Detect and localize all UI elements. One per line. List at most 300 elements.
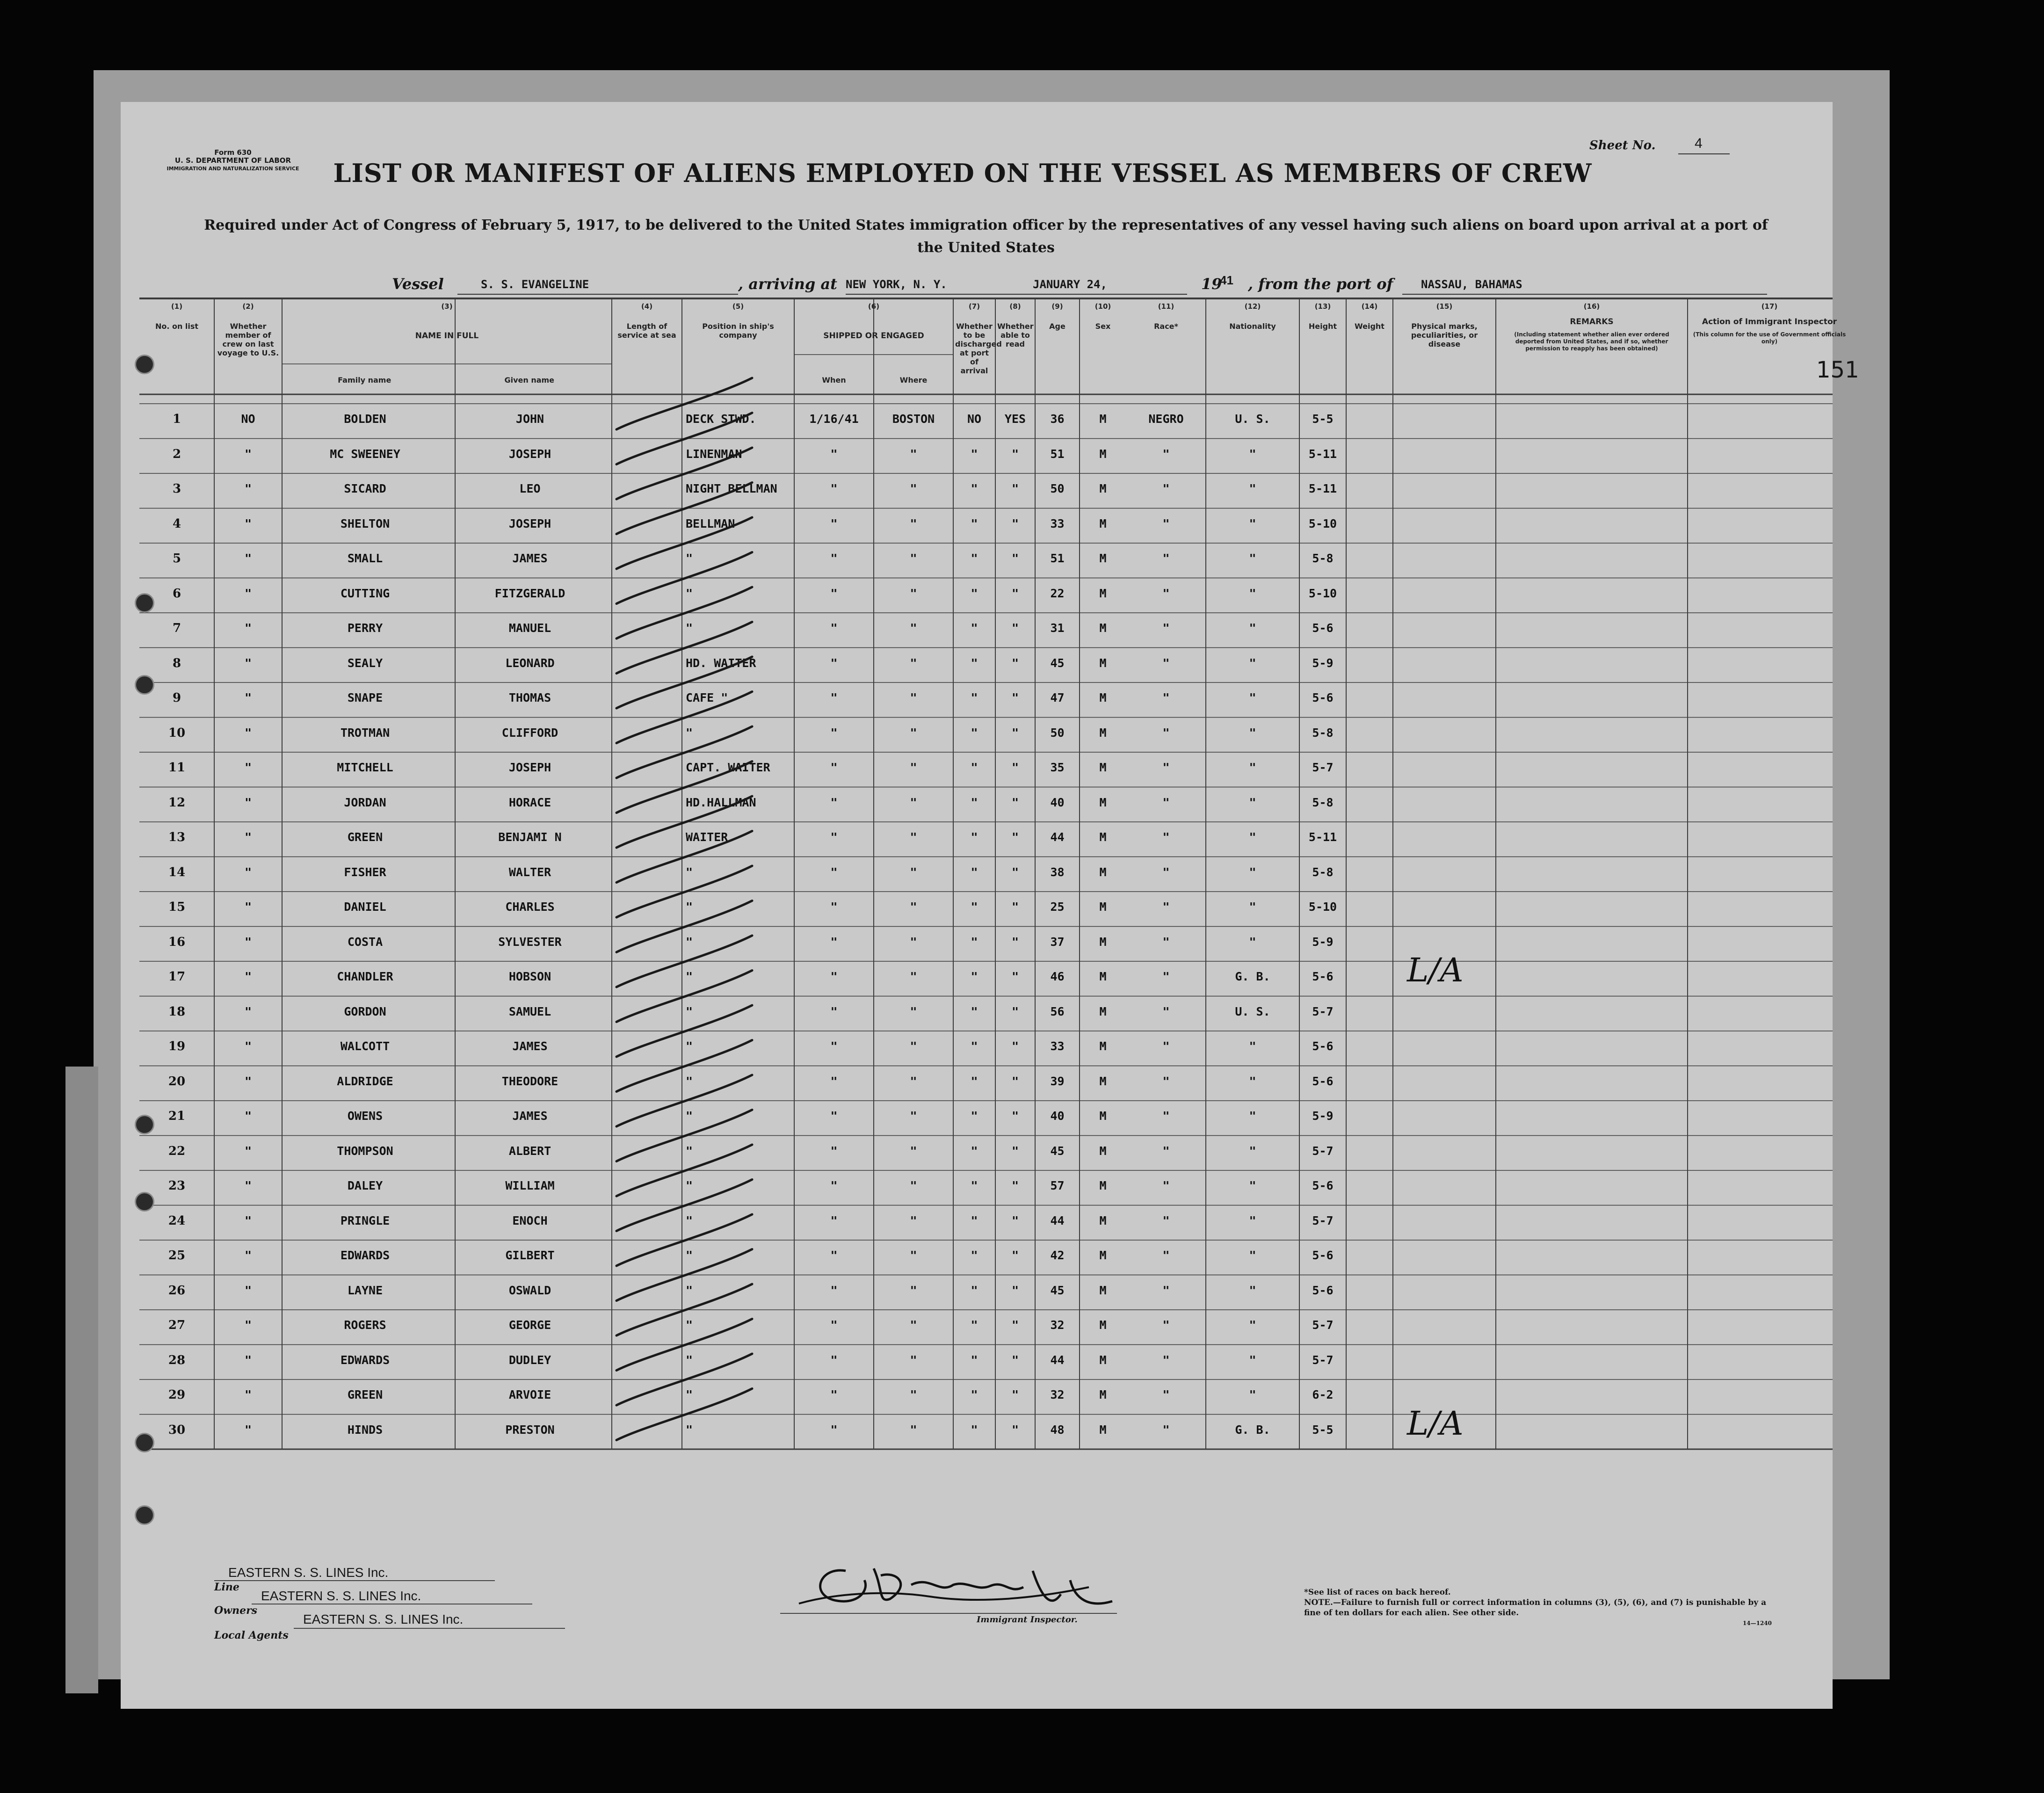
cell-last: " [244, 1249, 252, 1262]
cell-where: " [910, 865, 917, 879]
cell-no: 12 [168, 795, 186, 810]
cell-last: " [244, 1179, 252, 1192]
cell-given: OSWALD [508, 1283, 551, 1297]
cell-sex: M [1099, 1144, 1107, 1158]
cell-no: 29 [168, 1388, 186, 1402]
cell-when: " [830, 1074, 838, 1088]
cell-sex: M [1099, 1004, 1107, 1018]
cell-race: " [1162, 900, 1170, 914]
column-header: NAME IN FULL [415, 331, 479, 341]
cell-race: " [1162, 970, 1170, 983]
column-subheader: Family name [338, 376, 391, 385]
column-number: (9) [1051, 302, 1063, 311]
cell-where: " [910, 1004, 917, 1018]
cell-read: " [1011, 1074, 1019, 1088]
column-header: Action of Immigrant Inspector [1702, 317, 1837, 327]
cell-last: NO [241, 412, 255, 426]
cell-age: 46 [1050, 970, 1065, 983]
cell-position: " [686, 586, 693, 600]
cell-when: " [830, 1004, 838, 1018]
cell-when: " [830, 865, 838, 879]
cell-race: " [1162, 1353, 1170, 1367]
cell-read: " [1011, 1039, 1019, 1053]
page-title: LIST OR MANIFEST OF ALIENS EMPLOYED ON THE VESSEL AS MEMBERS OF CREW [333, 158, 1592, 188]
service-label: IMMIGRATION AND NATURALIZATION SERVICE [167, 166, 299, 172]
cell-when: " [830, 1423, 838, 1437]
cell-last: " [244, 830, 252, 844]
from-port: NASSAU, BAHAMAS [1421, 278, 1522, 291]
cell-sex: M [1099, 1039, 1107, 1053]
cell-race: " [1162, 1004, 1170, 1018]
cell-given: JAMES [512, 1039, 548, 1053]
footer-note [1304, 1587, 1772, 1628]
cell-given: HORACE [508, 795, 551, 809]
cell-last: " [244, 586, 252, 600]
cell-last: " [244, 621, 252, 635]
line-label: Line [214, 1581, 239, 1593]
cell-given: JAMES [512, 552, 548, 565]
remarks-annotation: L/A [1407, 951, 1464, 989]
cell-disch: " [971, 586, 978, 600]
cell-no: 17 [168, 970, 186, 984]
cell-when: " [830, 726, 838, 740]
cell-age: 35 [1050, 761, 1065, 774]
cell-given: FITZGERALD [494, 586, 565, 600]
cell-height: 5-11 [1308, 830, 1337, 844]
cell-no: 28 [168, 1353, 186, 1367]
cell-nat: " [1249, 795, 1256, 809]
cell-when: " [830, 1249, 838, 1262]
cell-read: " [1011, 1423, 1019, 1437]
column-subheader: Given name [504, 376, 555, 385]
cell-age: 31 [1050, 621, 1065, 635]
cell-position: " [686, 1318, 693, 1332]
cell-where: " [910, 795, 917, 809]
cell-race: " [1162, 761, 1170, 774]
cell-race: " [1162, 830, 1170, 844]
cell-position: WAITER [686, 830, 728, 844]
cell-last: " [244, 1213, 252, 1227]
cell-read: " [1011, 552, 1019, 565]
binder-hole [135, 1433, 154, 1452]
cell-family: PRINGLE [340, 1213, 390, 1227]
cell-where: " [910, 1213, 917, 1227]
cell-race: " [1162, 935, 1170, 949]
cell-height: 5-6 [1312, 1179, 1334, 1192]
cell-last: " [244, 516, 252, 530]
cell-disch: " [971, 1249, 978, 1262]
cell-nat: " [1249, 691, 1256, 704]
sheet-no-label: Sheet No. [1589, 138, 1656, 152]
cell-last: " [244, 1318, 252, 1332]
cell-when: " [830, 447, 838, 461]
cell-sex: M [1099, 795, 1107, 809]
cell-disch: " [971, 761, 978, 774]
cell-given: CHARLES [505, 900, 555, 914]
cell-sex: M [1099, 726, 1107, 740]
cell-height: 5-8 [1312, 865, 1334, 879]
cell-age: 33 [1050, 1039, 1065, 1053]
arriving-port: NEW YORK, N. Y. [846, 278, 947, 291]
cell-no: 10 [168, 726, 186, 740]
cell-disch: NO [967, 412, 982, 426]
cell-no: 30 [168, 1423, 186, 1437]
cell-last: " [244, 900, 252, 914]
cell-read: " [1011, 1283, 1019, 1297]
cell-when: " [830, 1388, 838, 1401]
cell-height: 5-8 [1312, 795, 1334, 809]
column-number: (15) [1436, 302, 1453, 311]
cell-race: " [1162, 586, 1170, 600]
cell-read: " [1011, 656, 1019, 670]
cell-race: " [1162, 1179, 1170, 1192]
cell-disch: " [971, 482, 978, 495]
cell-sex: M [1099, 621, 1107, 635]
cell-when: " [830, 1283, 838, 1297]
cell-race: " [1162, 691, 1170, 704]
cell-when: " [830, 1318, 838, 1332]
cell-no: 16 [168, 935, 186, 949]
cell-sex: M [1099, 1179, 1107, 1192]
cell-where: " [910, 1109, 917, 1123]
cell-no: 4 [172, 516, 181, 531]
cell-race: " [1162, 1074, 1170, 1088]
cell-age: 32 [1050, 1318, 1065, 1332]
cell-no: 20 [168, 1074, 186, 1089]
cell-read: " [1011, 482, 1019, 495]
cell-no: 18 [168, 1004, 186, 1019]
cell-read: " [1011, 900, 1019, 914]
cell-nat: " [1249, 830, 1256, 844]
cell-where: " [910, 970, 917, 983]
cell-sex: M [1099, 1388, 1107, 1401]
cell-disch: " [971, 935, 978, 949]
cell-family: DANIEL [344, 900, 386, 914]
cell-race: NEGRO [1148, 412, 1184, 426]
cell-age: 42 [1050, 1249, 1065, 1262]
cell-position: " [686, 621, 693, 635]
column-number: (5) [732, 302, 744, 311]
cell-nat: G. B. [1235, 970, 1270, 983]
cell-where: " [910, 1388, 917, 1401]
cell-where: " [910, 1074, 917, 1088]
cell-given: SYLVESTER [498, 935, 562, 949]
remarks-annotation: L/A [1407, 1404, 1464, 1443]
cell-age: 33 [1050, 516, 1065, 530]
cell-race: " [1162, 1388, 1170, 1401]
cell-nat: " [1249, 1179, 1256, 1192]
cell-read: " [1011, 865, 1019, 879]
cell-where: " [910, 726, 917, 740]
sheet-no-value: 4 [1695, 136, 1703, 151]
cell-sex: M [1099, 552, 1107, 565]
cell-where: " [910, 447, 917, 461]
cell-read: " [1011, 586, 1019, 600]
cell-where: " [910, 1318, 917, 1332]
cell-nat: U. S. [1235, 1004, 1270, 1018]
cell-family: GREEN [347, 1388, 383, 1401]
cell-no: 6 [172, 586, 181, 601]
cell-given: GILBERT [505, 1249, 555, 1262]
cell-nat: " [1249, 482, 1256, 495]
cell-family: WALCOTT [340, 1039, 390, 1053]
cell-where: " [910, 1144, 917, 1158]
cell-sex: M [1099, 1074, 1107, 1088]
cell-when: " [830, 482, 838, 495]
agents-value: EASTERN S. S. LINES Inc. [303, 1612, 464, 1626]
cell-given: ARVOIE [508, 1388, 551, 1401]
cell-given: JOSEPH [508, 761, 551, 774]
cell-disch: " [971, 1353, 978, 1367]
cell-height: 5-6 [1312, 621, 1334, 635]
inspector-signature [790, 1543, 1126, 1622]
cell-given: JOSEPH [508, 447, 551, 461]
cell-nat: " [1249, 865, 1256, 879]
cell-sex: M [1099, 586, 1107, 600]
cell-height: 5-7 [1312, 761, 1334, 774]
cell-disch: " [971, 447, 978, 461]
column-header: Physical marks, peculiarities, or disease [1411, 322, 1478, 348]
cell-family: EDWARDS [340, 1353, 390, 1367]
cell-last: " [244, 1283, 252, 1297]
cell-family: HINDS [347, 1423, 383, 1437]
cell-last: " [244, 552, 252, 565]
cell-race: " [1162, 865, 1170, 879]
cell-age: 44 [1050, 830, 1065, 844]
cell-family: COSTA [347, 935, 383, 949]
cell-read: " [1011, 1213, 1019, 1227]
back-sheet-edge [65, 1067, 98, 1693]
cell-given: CLIFFORD [501, 726, 558, 740]
cell-when: " [830, 1109, 838, 1123]
cell-height: 5-7 [1312, 1144, 1334, 1158]
cell-position: " [686, 1249, 693, 1262]
cell-disch: " [971, 691, 978, 704]
cell-race: " [1162, 516, 1170, 530]
cell-read: " [1011, 1249, 1019, 1262]
cell-no: 9 [172, 691, 181, 705]
cell-no: 11 [168, 761, 186, 775]
cell-when: " [830, 586, 838, 600]
cell-read: " [1011, 1353, 1019, 1367]
cell-last: " [244, 482, 252, 495]
cell-nat: " [1249, 516, 1256, 530]
binder-hole [135, 1115, 154, 1134]
cell-position: NIGHT BELLMAN [686, 482, 777, 495]
cell-disch: " [971, 516, 978, 530]
cell-nat: " [1249, 1318, 1256, 1332]
cell-race: " [1162, 1213, 1170, 1227]
cell-sex: M [1099, 1353, 1107, 1367]
cell-height: 5-7 [1312, 1353, 1334, 1367]
cell-where: " [910, 516, 917, 530]
cell-height: 5-6 [1312, 970, 1334, 983]
cell-nat: " [1249, 1144, 1256, 1158]
cell-where: " [910, 621, 917, 635]
binder-hole [135, 1192, 154, 1212]
cell-sex: M [1099, 1249, 1107, 1262]
column-subheader: When [822, 376, 846, 385]
cell-last: " [244, 726, 252, 740]
cell-disch: " [971, 795, 978, 809]
cell-sex: M [1099, 935, 1107, 949]
column-header: Length of service at sea [617, 322, 676, 340]
cell-read: " [1011, 1179, 1019, 1192]
cell-no: 23 [168, 1179, 186, 1193]
cell-where: " [910, 1249, 917, 1262]
cell-when: " [830, 552, 838, 565]
cell-race: " [1162, 795, 1170, 809]
cell-where: " [910, 830, 917, 844]
cell-family: OWENS [347, 1109, 383, 1123]
cell-disch: " [971, 1144, 978, 1158]
cell-last: " [244, 761, 252, 774]
cell-sex: M [1099, 447, 1107, 461]
year-prefix: 19 [1201, 275, 1222, 293]
line-value: EASTERN S. S. LINES Inc. [228, 1565, 389, 1580]
inspector-label: Immigrant Inspector. [977, 1615, 1078, 1625]
cell-race: " [1162, 447, 1170, 461]
line-underline [214, 1580, 495, 1581]
signature-line [780, 1613, 1117, 1614]
cell-read: " [1011, 1004, 1019, 1018]
page-subtitle: Required under Act of Congress of February 5, 1917, to be delivered to the United States immigration officer by the representatives of any vessel having such aliens on board upon arrival at a port of the United States [204, 217, 1768, 256]
cell-age: 40 [1050, 1109, 1065, 1123]
cell-read: " [1011, 761, 1019, 774]
cell-position: " [686, 1004, 693, 1018]
cell-no: 19 [168, 1039, 186, 1053]
cell-height: 6-2 [1312, 1388, 1334, 1401]
cell-age: 48 [1050, 1423, 1065, 1437]
cell-height: 5-7 [1312, 1004, 1334, 1018]
column-header: Whether member of crew on last voyage to U.S. [217, 322, 279, 357]
cell-where: " [910, 900, 917, 914]
cell-sex: M [1099, 900, 1107, 914]
cell-position: HD. WAITER [686, 656, 756, 670]
cell-no: 5 [172, 552, 181, 566]
cell-given: WILLIAM [505, 1179, 555, 1192]
cell-where: " [910, 656, 917, 670]
cell-age: 51 [1050, 552, 1065, 565]
cell-last: " [244, 1423, 252, 1437]
cell-nat: " [1249, 656, 1256, 670]
column-header: Weight [1355, 322, 1384, 331]
cell-position: BELLMAN [686, 516, 735, 530]
races-note: *See list of races on back hereof. [1304, 1588, 1451, 1597]
cell-age: 45 [1050, 656, 1065, 670]
cell-disch: " [971, 1283, 978, 1297]
cell-read: " [1011, 621, 1019, 635]
cell-family: CHANDLER [337, 970, 393, 983]
cell-disch: " [971, 1318, 978, 1332]
cell-no: 24 [168, 1213, 186, 1228]
binder-hole [135, 1505, 154, 1525]
cell-family: SMALL [347, 552, 383, 565]
cell-no: 26 [168, 1283, 186, 1298]
cell-no: 8 [172, 656, 181, 670]
cell-position: " [686, 970, 693, 983]
cell-position: " [686, 552, 693, 565]
cell-when: " [830, 970, 838, 983]
cell-when: " [830, 1353, 838, 1367]
from-label: , from the port of [1248, 275, 1393, 293]
column-number: (1) [171, 302, 183, 311]
cell-race: " [1162, 482, 1170, 495]
cell-race: " [1162, 1039, 1170, 1053]
column-number: (6) [868, 302, 880, 311]
cell-read: " [1011, 516, 1019, 530]
cell-age: 22 [1050, 586, 1065, 600]
cell-when: 1/16/41 [809, 412, 859, 426]
cell-when: " [830, 900, 838, 914]
cell-read: YES [1004, 412, 1026, 426]
cell-when: " [830, 621, 838, 635]
cell-where: " [910, 1423, 917, 1437]
cell-given: WALTER [508, 865, 551, 879]
cell-sex: M [1099, 482, 1107, 495]
column-number: (7) [968, 302, 980, 311]
cell-nat: G. B. [1235, 1423, 1270, 1437]
cell-given: HOBSON [508, 970, 551, 983]
column-header: Position in ship's company [702, 322, 774, 340]
cell-where: " [910, 935, 917, 949]
cell-height: 5-6 [1312, 1283, 1334, 1297]
cell-disch: " [971, 900, 978, 914]
column-number: (13) [1314, 302, 1331, 311]
cell-race: " [1162, 1109, 1170, 1123]
cell-race: " [1162, 1318, 1170, 1332]
cell-when: " [830, 656, 838, 670]
cell-last: " [244, 865, 252, 879]
cell-sex: M [1099, 1213, 1107, 1227]
cell-position: " [686, 726, 693, 740]
column-number: (11) [1158, 302, 1174, 311]
cell-race: " [1162, 1249, 1170, 1262]
cell-nat: " [1249, 935, 1256, 949]
cell-race: " [1162, 656, 1170, 670]
column-number: (12) [1244, 302, 1261, 311]
cell-sex: M [1099, 412, 1107, 426]
cell-height: 5-8 [1312, 552, 1334, 565]
agents-label: Local Agents [214, 1629, 289, 1641]
cell-when: " [830, 1144, 838, 1158]
cell-disch: " [971, 1423, 978, 1437]
cell-sex: M [1099, 830, 1107, 844]
column-number: (2) [242, 302, 254, 311]
cell-when: " [830, 516, 838, 530]
cell-nat: " [1249, 447, 1256, 461]
cell-family: FISHER [344, 865, 386, 879]
column-subheader: Where [899, 376, 928, 385]
column-number: (3) [441, 302, 453, 311]
cell-when: " [830, 935, 838, 949]
cell-disch: " [971, 621, 978, 635]
cell-when: " [830, 1179, 838, 1192]
cell-given: PRESTON [505, 1423, 555, 1437]
owners-label: Owners [214, 1604, 258, 1617]
cell-position: " [686, 1388, 693, 1401]
cell-last: " [244, 1353, 252, 1367]
cell-last: " [244, 1144, 252, 1158]
column-header: Nationality [1229, 322, 1276, 331]
cell-last: " [244, 970, 252, 983]
cell-age: 44 [1050, 1353, 1065, 1367]
form-code: 14—1240 [1742, 1620, 1772, 1626]
cell-race: " [1162, 552, 1170, 565]
cell-family: TROTMAN [340, 726, 390, 740]
cell-position: " [686, 1423, 693, 1437]
cell-when: " [830, 830, 838, 844]
